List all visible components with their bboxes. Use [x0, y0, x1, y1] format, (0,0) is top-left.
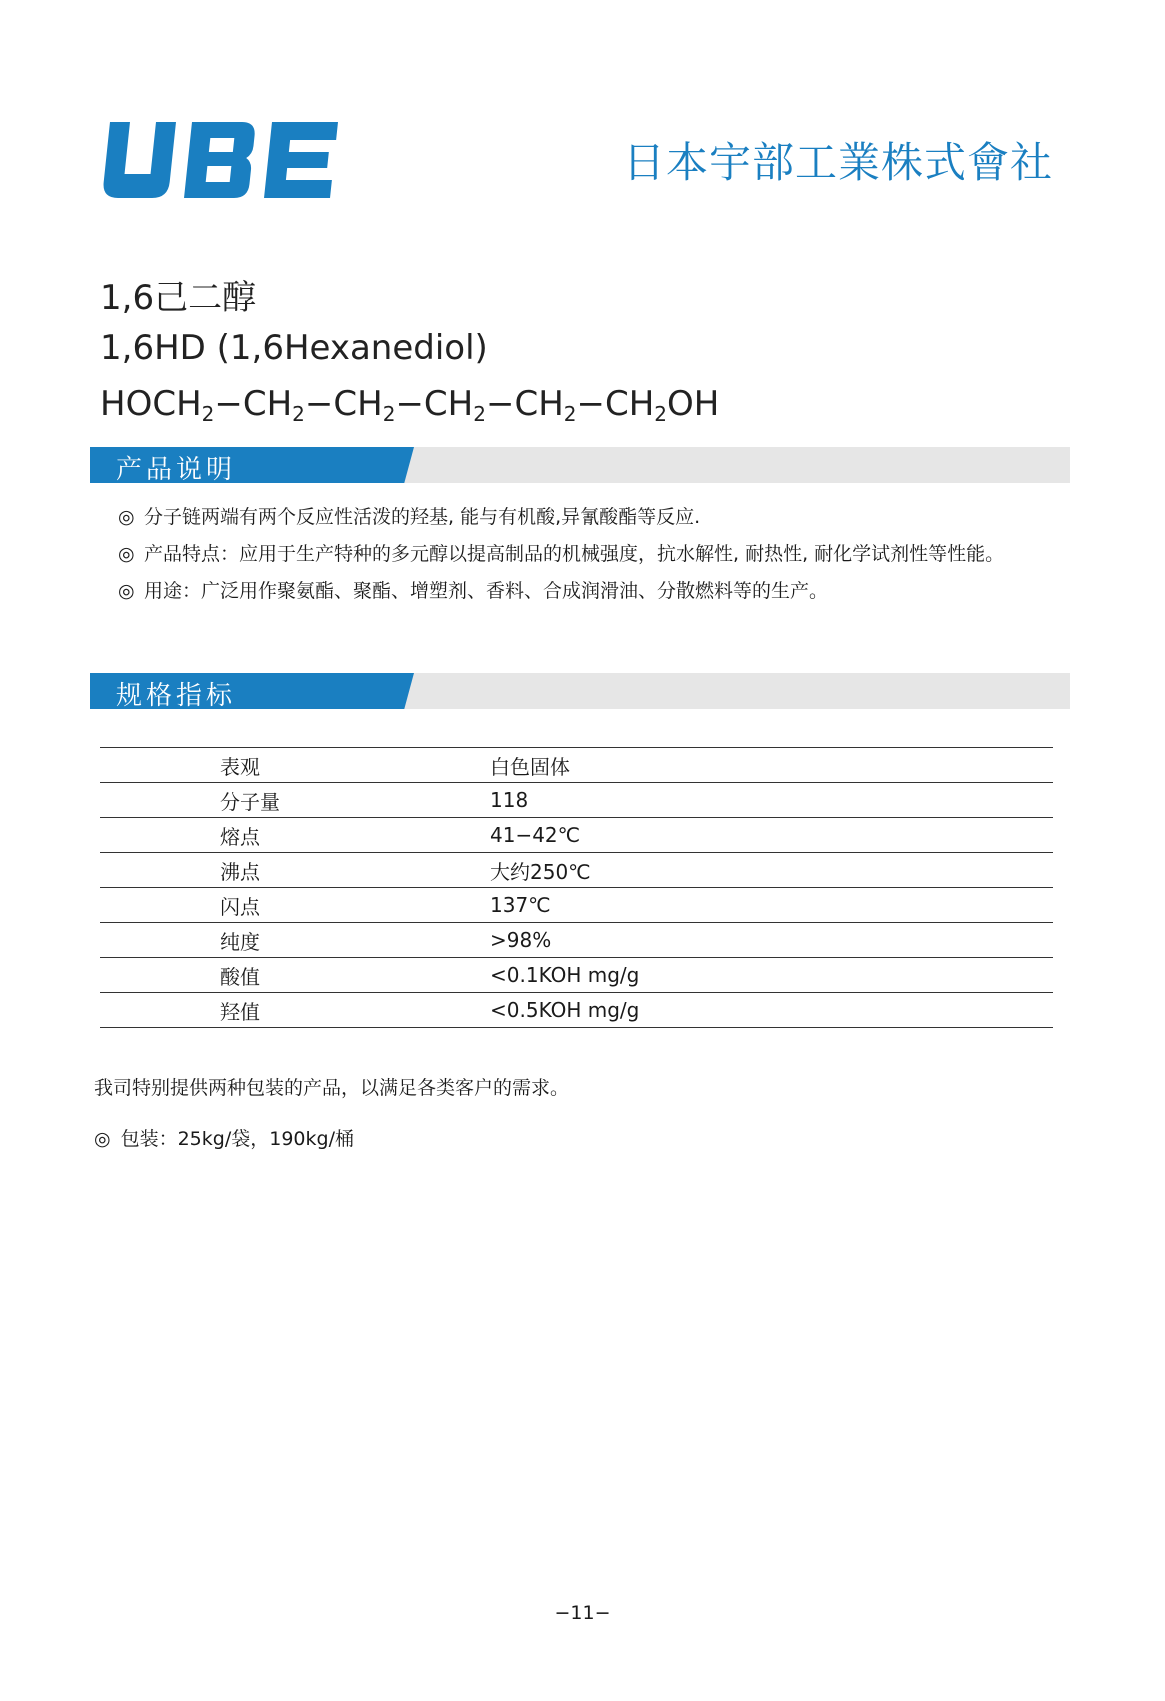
- table-row: 酸值 <0.1KOH mg/g: [100, 958, 1053, 993]
- section-header-specs: [90, 673, 1070, 709]
- table-row: 羟值 <0.5KOH mg/g: [100, 993, 1053, 1028]
- packaging-info: ◎ 包装：25kg/袋，190kg/桶: [94, 1128, 354, 1150]
- bullet-mark: ◎: [94, 1128, 111, 1150]
- company-name: 日本宇部工業株式會社: [622, 138, 1053, 187]
- list-item: ◎ 产品特点：应用于生产特种的多元醇以提高制品的机械强度，抗水解性, 耐热性, 耐化学试剂性等性能。: [118, 540, 1058, 568]
- description-list: [118, 503, 1058, 614]
- bullet-mark: ◎: [118, 580, 135, 602]
- bullet-mark: ◎: [118, 543, 135, 565]
- section-title: 规格指标: [116, 681, 237, 711]
- bullet-mark: ◎: [118, 506, 135, 528]
- specs-table: [100, 747, 1053, 1028]
- section-title: 产品说明: [116, 455, 237, 485]
- section-header-description: [90, 447, 1070, 483]
- list-item: ◎ 用途：广泛用作聚氨酯、聚酯、增塑剂、香料、合成润滑油、分散燃料等的生产。: [118, 577, 1058, 605]
- packaging-note: 我司特别提供两种包装的产品，以满足各类客户的需求。: [94, 1077, 570, 1099]
- table-row: 表观 白色固体: [100, 748, 1053, 783]
- table-row: 沸点 大约250℃: [100, 853, 1053, 888]
- table-row: 纯度 >98%: [100, 923, 1053, 958]
- ube-logo: [100, 122, 346, 198]
- page-number: −11−: [554, 1602, 611, 1624]
- chemical-formula: $HOCH_2-CH_2-CH_2-CH_2-CH_2-CH_2OH$: [100, 384, 720, 426]
- table-row: 熔点 41−42℃: [100, 818, 1053, 853]
- product-name-en: 1,6HD (1,6Hexanediol): [100, 328, 488, 368]
- product-name-cn: 1,6己二醇: [100, 278, 257, 318]
- table-row: 闪点 137℃: [100, 888, 1053, 923]
- list-item: ◎ 分子链两端有两个反应性活泼的羟基, 能与有机酸,异氰酸酯等反应.: [118, 503, 1058, 531]
- table-row: 分子量 118: [100, 783, 1053, 818]
